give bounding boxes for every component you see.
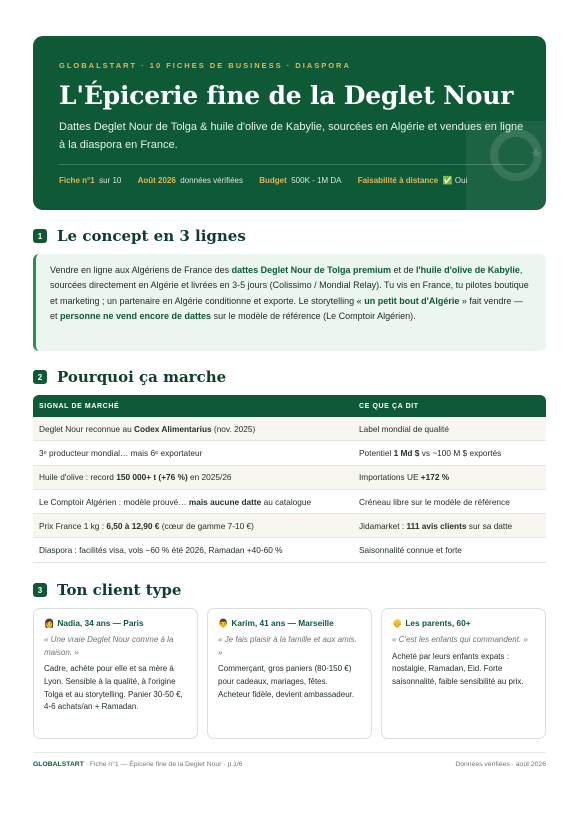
meta-value-date: données vérifiées bbox=[180, 176, 243, 185]
signal-cell bbox=[33, 489, 353, 513]
cell-text: Huile d'olive : record bbox=[39, 472, 117, 483]
meta-value-feasibility: ✅ Oui bbox=[442, 176, 468, 185]
meta-key-feasibility: Faisabilité à distance bbox=[357, 176, 439, 185]
client-card-nadia bbox=[33, 608, 198, 739]
market-signals-table bbox=[33, 395, 546, 563]
cell-text: Potentiel bbox=[359, 447, 394, 458]
section-why-header bbox=[33, 367, 226, 387]
section-concept-header bbox=[33, 226, 246, 246]
section-number: 1 bbox=[33, 229, 47, 243]
cell-text: Deglet Nour reconnue au bbox=[39, 423, 135, 434]
cell-text: (nov. 2025) bbox=[211, 423, 256, 434]
client-name-row bbox=[392, 618, 535, 629]
client-quote: « Une vraie Deglet Nour comme à la maison. » bbox=[44, 635, 174, 657]
signal-cell bbox=[33, 538, 353, 562]
table-row bbox=[33, 465, 546, 489]
column-header: CE QUE ÇA DIT bbox=[353, 395, 546, 417]
signal-cell bbox=[33, 514, 353, 538]
meta-value-budget: 500K - 1M DA bbox=[291, 176, 342, 185]
cell-highlight: mais aucune datte bbox=[188, 496, 262, 507]
header-meta bbox=[59, 176, 467, 185]
concept-highlight: un petit bout d'Algérie bbox=[364, 295, 460, 306]
cell-text: Label mondial de qualité bbox=[359, 423, 449, 434]
footer-right: Données vérifiées · août 2026 bbox=[455, 761, 546, 768]
cell-highlight: 1 Md $ bbox=[393, 447, 420, 458]
table-header-row bbox=[33, 395, 546, 417]
table-row bbox=[33, 441, 546, 465]
client-name-row bbox=[218, 618, 361, 629]
cell-text: vs ~100 M $ exportés bbox=[419, 447, 502, 458]
cell-text: Prix France 1 kg : bbox=[39, 520, 107, 531]
cell-text: Créneau libre sur le modèle de référence bbox=[359, 496, 510, 507]
signal-cell bbox=[33, 441, 353, 465]
client-name: Les parents, 60+ bbox=[405, 618, 471, 628]
meta-key-fiche: Fiche n°1 bbox=[59, 176, 95, 185]
cell-text: (cœur de gamme 7-10 €) bbox=[159, 520, 254, 531]
cell-text: Jidamarket : bbox=[359, 520, 407, 531]
woman-icon: 👩 bbox=[44, 618, 55, 628]
meaning-cell bbox=[353, 514, 546, 538]
client-name: Nadia, 34 ans — Paris bbox=[57, 618, 144, 628]
meta-key-date: Août 2026 bbox=[137, 176, 176, 185]
section-title: Pourquoi ça marche bbox=[57, 368, 227, 386]
cell-text: Importations UE bbox=[359, 472, 421, 483]
header-kicker: GLOBALSTART · 10 FICHES DE BUSINESS · DIASPORA bbox=[59, 61, 351, 70]
concept-box bbox=[33, 254, 546, 351]
cell-highlight: Codex Alimentarius bbox=[134, 423, 212, 434]
client-card-parents bbox=[381, 608, 546, 739]
concept-text: Vendre en ligne aux Algériens de France des bbox=[50, 265, 232, 275]
header-subtitle: Dattes Deglet Nour de Tolga & huile d'olive de Kabylie, sourcées en Algérie et vendues en ligne à la diaspora en France. bbox=[59, 121, 524, 151]
cell-highlight: 150 000+ t (+76 %) bbox=[116, 472, 188, 483]
cell-highlight: 111 avis clients bbox=[406, 520, 467, 531]
meta-value-fiche: sur 10 bbox=[99, 176, 122, 185]
meaning-cell bbox=[353, 417, 546, 441]
footer-text: · Fiche n°1 — Épicerie fine de la Deglet Nour · p.1/6 bbox=[83, 761, 243, 768]
concept-text: sur le modèle de référence (Le Comptoir Algérien). bbox=[211, 311, 416, 322]
cell-text: 3ᵉ producteur mondial… mais 6ᵉ exportateur bbox=[39, 447, 203, 458]
client-quote: « Je fais plaisir à la famille et aux amis. » bbox=[218, 635, 357, 657]
table-row bbox=[33, 489, 546, 513]
cell-text: sur sa datte bbox=[466, 520, 513, 531]
meaning-cell bbox=[353, 538, 546, 562]
concept-highlight: dattes Deglet Nour de Tolga premium bbox=[231, 265, 391, 275]
footer-left bbox=[33, 761, 243, 768]
meaning-cell bbox=[353, 441, 546, 465]
cell-text: en 2025/26 bbox=[187, 472, 232, 483]
signal-cell bbox=[33, 417, 353, 441]
section-client-header bbox=[33, 580, 181, 600]
client-description: Cadre, achète pour elle et sa mère à Lyon. Sensible à la qualité, à l'origine Tolga et au storytelling. Panier 30-50 €, 4-6 achats/an + Ramadan. bbox=[44, 664, 183, 712]
concept-highlight: l'huile d'olive de Kabylie bbox=[416, 265, 520, 275]
table-row bbox=[33, 514, 546, 538]
cell-highlight: 6,50 à 12,90 € bbox=[106, 520, 160, 531]
client-quote: « C'est les enfants qui commandent. » bbox=[392, 635, 528, 644]
man-icon: 👨 bbox=[218, 618, 229, 628]
section-number: 2 bbox=[33, 370, 47, 384]
client-card-karim bbox=[207, 608, 372, 739]
meaning-cell bbox=[353, 465, 546, 489]
meaning-cell bbox=[353, 489, 546, 513]
client-name: Karim, 41 ans — Marseille bbox=[231, 618, 334, 628]
cell-text: Le Comptoir Algérien : modèle prouvé… bbox=[39, 496, 189, 507]
section-title: Ton client type bbox=[57, 581, 182, 599]
page-title: L'Épicerie fine de la Deglet Nour bbox=[59, 81, 514, 110]
concept-text: » fait vendre — et bbox=[50, 295, 523, 322]
table-row bbox=[33, 417, 546, 441]
client-description: Acheté par leurs enfants expats : nostalgie, Ramadan, Eid. Forte saisonnalité, faible sensibilité au prix. bbox=[392, 651, 524, 687]
section-number: 3 bbox=[33, 583, 47, 597]
column-header: SIGNAL DE MARCHÉ bbox=[33, 395, 353, 417]
cell-text: au catalogue bbox=[261, 496, 312, 507]
header-divider bbox=[59, 164, 525, 165]
client-name-row bbox=[44, 618, 187, 629]
cell-text: Diaspora : facilités visa, vols −60 % été 2026, Ramadan +40-60 % bbox=[39, 545, 283, 556]
older-person-icon: 👴 bbox=[392, 618, 403, 628]
concept-text: , sourcées directement en Algérie et livrées en 3-5 jours (Colissimo / Mondial Relay). Tu vis en France, tu pilotes boutique et marketing ; un partenaire en Algérie conditionne et exporte. Le storytelling « bbox=[50, 265, 529, 306]
concept-highlight: personne ne vend encore de dattes bbox=[60, 311, 212, 322]
client-description: Commerçant, gros paniers (80-150 €) pour cadeaux, mariages, fêtes. Acheteur fidèle, devient ambassadeur. bbox=[218, 664, 355, 699]
footer-brand: GLOBALSTART bbox=[33, 761, 84, 768]
signal-cell bbox=[33, 465, 353, 489]
meta-key-budget: Budget bbox=[259, 176, 287, 185]
cell-text: Saisonnalité connue et forte bbox=[359, 545, 462, 556]
table-row bbox=[33, 538, 546, 562]
header-card bbox=[33, 36, 546, 210]
concept-text: et de bbox=[390, 265, 417, 275]
cell-highlight: +172 % bbox=[420, 472, 450, 483]
section-title: Le concept en 3 lignes bbox=[57, 227, 246, 245]
footer-divider bbox=[33, 752, 546, 753]
